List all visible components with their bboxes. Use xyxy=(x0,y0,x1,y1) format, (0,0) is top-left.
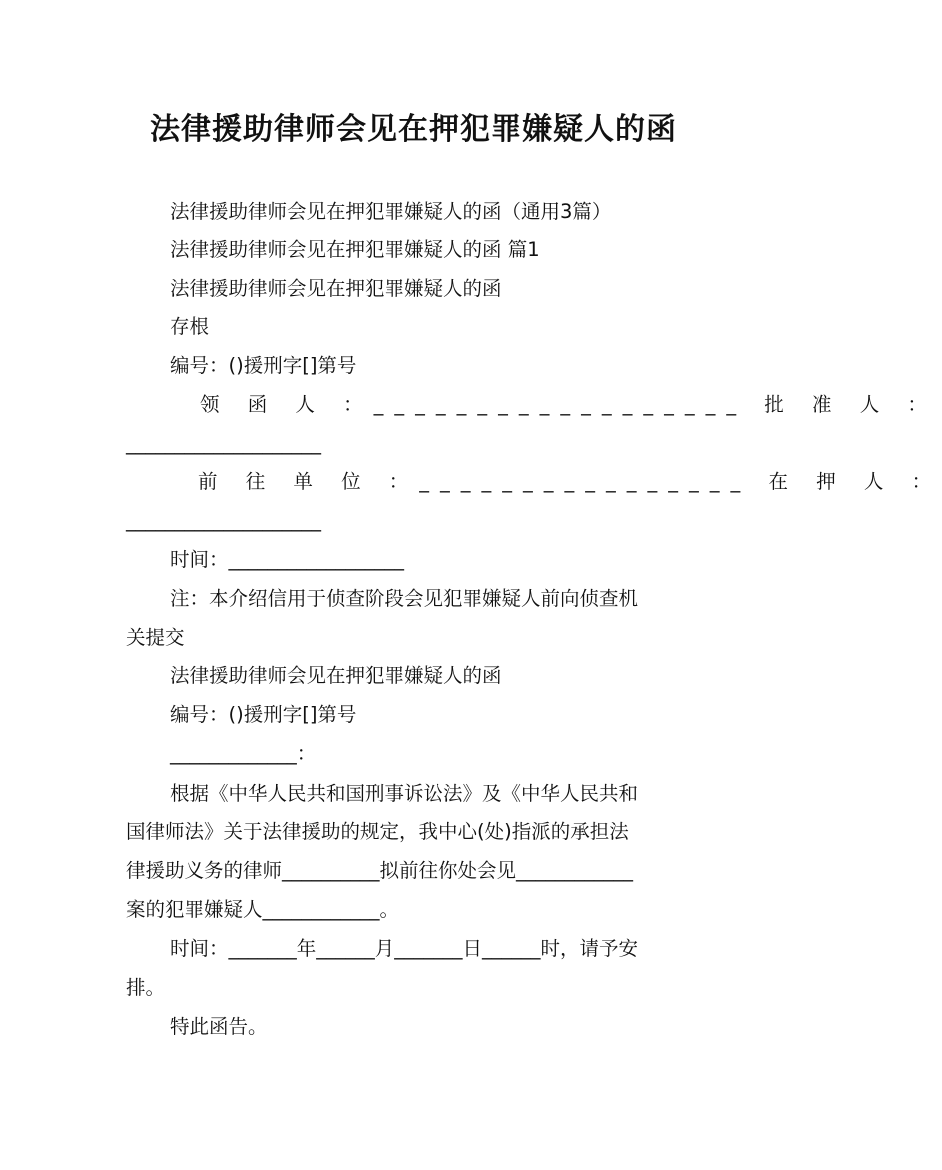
letter-heading: 法律援助律师会见在押犯罪嫌疑人的函 xyxy=(170,277,502,300)
document-title: 法律援助律师会见在押犯罪嫌疑人的函 xyxy=(150,112,677,147)
body-paragraph-line: 国律师法》关于法律援助的规定，我中心(处)指派的承担法 xyxy=(126,820,629,843)
addressee-line: _____________： xyxy=(170,742,317,765)
unit-detainee-line: 前 往 单 位 ：________________ 在 押 人 ： xyxy=(198,470,942,493)
section-heading: 法律援助律师会见在押犯罪嫌疑人的函 篇1 xyxy=(170,238,540,261)
note-line-continued: 关提交 xyxy=(126,626,185,649)
time-line: 时间：__________________ xyxy=(170,548,405,571)
reference-number-line-2: 编号：()援刑字[]第号 xyxy=(170,703,357,726)
closing-line: 特此函告。 xyxy=(170,1015,268,1038)
body-paragraph-line: 案的犯罪嫌疑人____________。 xyxy=(126,898,400,921)
stub-label: 存根 xyxy=(170,315,210,338)
letter-heading-2: 法律援助律师会见在押犯罪嫌疑人的函 xyxy=(170,664,502,687)
body-paragraph-line: 根据《中华人民共和国刑事诉讼法》及《中华人民共和 xyxy=(170,782,639,805)
reference-number-line: 编号：()援刑字[]第号 xyxy=(170,354,357,377)
subtitle-line: 法律援助律师会见在押犯罪嫌疑人的函（通用3篇） xyxy=(170,200,612,223)
recipient-approver-line: 领 函 人 ：__________________ 批 准 人 ： xyxy=(200,393,938,416)
body-paragraph-line: 律援助义务的律师__________拟前往你处会见____________ xyxy=(126,859,634,882)
meeting-time-line: 时间：_______年______月_______日______时，请予安 xyxy=(170,937,639,960)
meeting-time-line-continued: 排。 xyxy=(126,976,166,999)
approver-blank-line: ____________________ xyxy=(126,432,321,455)
note-line: 注：本介绍信用于侦查阶段会见犯罪嫌疑人前向侦查机 xyxy=(170,587,639,610)
detainee-blank-line: ____________________ xyxy=(126,509,321,532)
